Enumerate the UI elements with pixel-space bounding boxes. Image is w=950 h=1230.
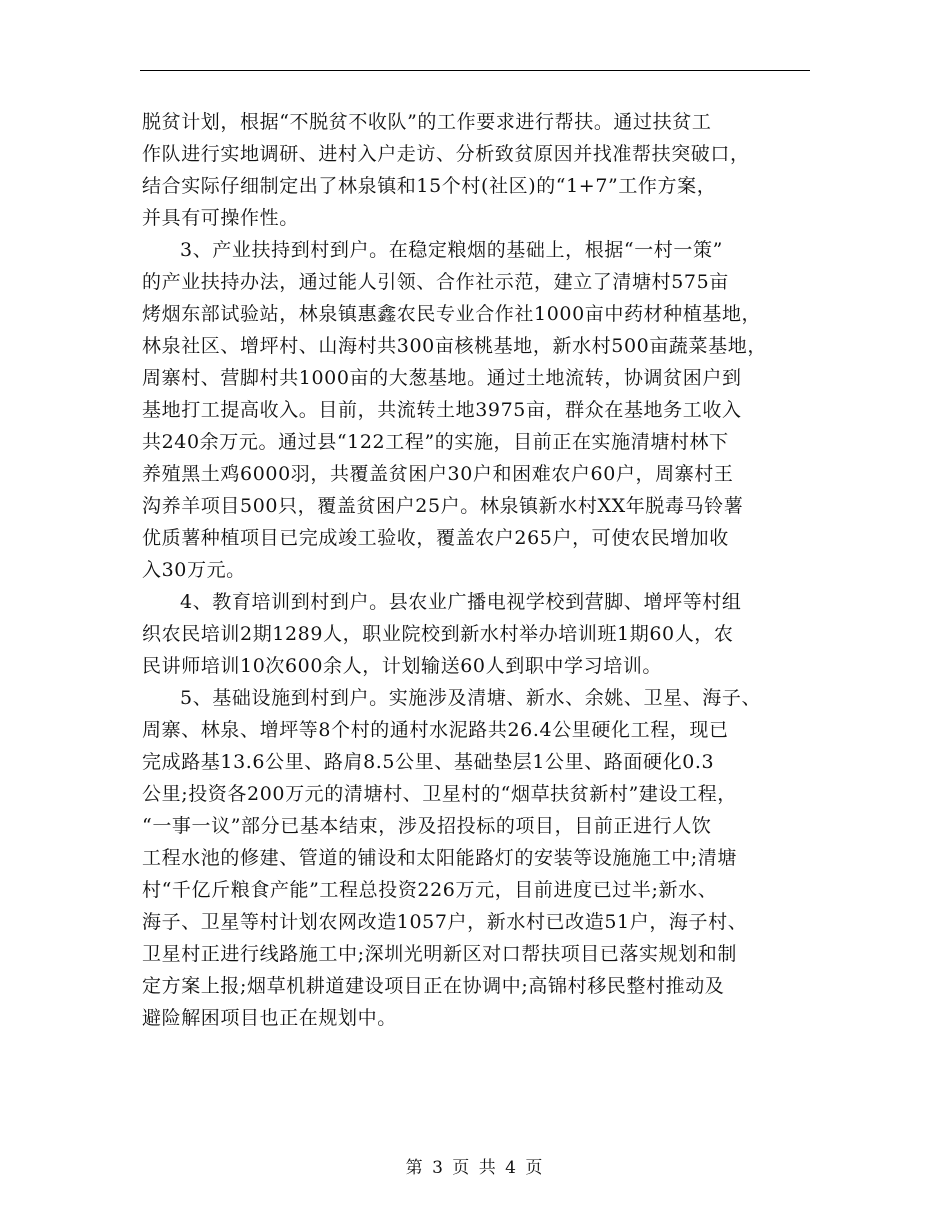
text-line: 烤烟东部试验站，林泉镇惠鑫农民专业合作社1000亩中药材种植基地， bbox=[142, 303, 762, 325]
header-rule bbox=[140, 70, 810, 71]
text-line: 林泉社区、增坪村、山海村共300亩核桃基地，新水村500亩蔬菜基地， bbox=[142, 335, 767, 357]
page-number-footer: 第 3 页 共 4 页 bbox=[405, 1158, 545, 1178]
text-line: 结合实际仔细制定出了林泉镇和15个村(社区)的“1+7”工作方案， bbox=[142, 175, 717, 197]
text-line: 沟养羊项目500只，覆盖贫困户25户。林泉镇新水村XX年脱毒马铃薯 bbox=[142, 495, 744, 517]
text-line: 入30万元。 bbox=[142, 559, 246, 581]
text-line: 民讲师培训10次600余人，计划输送60人到职中学习培训。 bbox=[142, 655, 663, 677]
text-line: 完成路基13.6公里、路肩8.5公里、基础垫层1公里、路面硬化0.3 bbox=[142, 751, 715, 773]
text-line: 避险解困项目也正在规划中。 bbox=[142, 1007, 397, 1029]
text-line: 的产业扶持办法，通过能人引领、合作社示范，建立了清塘村575亩 bbox=[142, 271, 729, 293]
text-line: 优质薯种植项目已完成竣工验收，覆盖农户265户，可使农民增加收 bbox=[142, 527, 729, 549]
text-line: 脱贫计划，根据“不脱贫不收队”的工作要求进行帮扶。通过扶贫工 bbox=[142, 111, 712, 133]
text-line: 周寨村、营脚村共1000亩的大葱基地。通过土地流转，协调贫困户到 bbox=[142, 367, 742, 389]
text-line: 公里;投资各200万元的清塘村、卫星村的“烟草扶贫新村”建设工程， bbox=[142, 783, 737, 805]
text-line: “一事一议”部分已基本结束，涉及招投标的项目，目前正进行人饮 bbox=[142, 815, 712, 837]
text-line: 周寨、林泉、增坪等8个村的通村水泥路共26.4公里硬化工程，现已 bbox=[142, 719, 729, 741]
paragraph-heading-3: 3、产业扶持到村到户。在稳定粮烟的基础上，根据“一村一策” bbox=[180, 239, 723, 261]
text-line: 基地打工提高收入。目前，共流转土地3975亩，群众在基地务工收入 bbox=[142, 399, 742, 421]
text-line: 卫星村正进行线路施工中;深圳光明新区对口帮扶项目已落实规划和制 bbox=[142, 943, 738, 965]
text-line: 作队进行实地调研、进村入户走访、分析致贫原因并找准帮扶突破口， bbox=[142, 143, 750, 165]
text-line: 海子、卫星等村计划农网改造1057户，新水村已改造51户，海子村、 bbox=[142, 911, 748, 933]
text-line: 织农民培训2期1289人，职业院校到新水村举办培训班1期60人，农 bbox=[142, 623, 734, 645]
paragraph-heading-4: 4、教育培训到村到户。县农业广播电视学校到营脚、增坪等村组 bbox=[180, 591, 742, 613]
text-line: 养殖黑土鸡6000羽，共覆盖贫困户30户和困难农户60户，周寨村王 bbox=[142, 463, 734, 485]
text-line: 定方案上报;烟草机耕道建设项目正在协调中;高锦村移民整村推动及 bbox=[142, 975, 725, 997]
text-line: 共240余万元。通过县“122工程”的实施，目前正在实施清塘村林下 bbox=[142, 431, 729, 453]
paragraph-heading-5: 5、基础设施到村到户。实施涉及清塘、新水、余姚、卫星、海子、 bbox=[180, 687, 762, 709]
text-line: 工程水池的修建、管道的铺设和太阳能路灯的安装等设施施工中;清塘 bbox=[142, 847, 738, 869]
text-line: 村“千亿斤粮食产能”工程总投资226万元，目前进度已过半;新水、 bbox=[142, 879, 718, 901]
document-body bbox=[142, 106, 812, 1034]
text-line: 并具有可操作性。 bbox=[142, 207, 299, 229]
